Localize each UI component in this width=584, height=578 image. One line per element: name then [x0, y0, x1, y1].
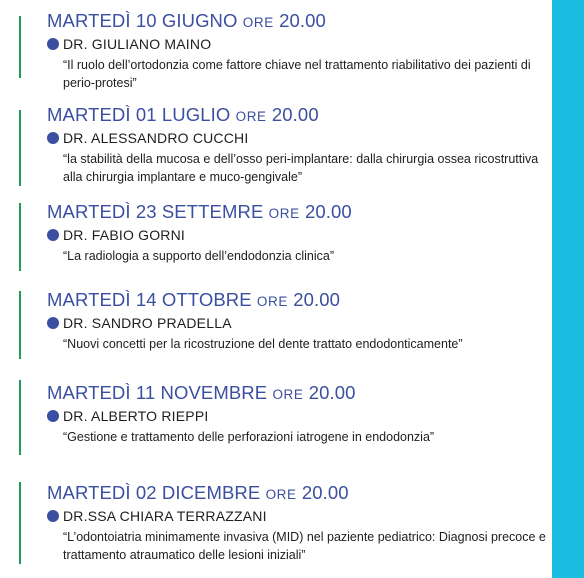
event-entry	[0, 104, 552, 189]
bullet-dot-icon	[47, 38, 59, 50]
speaker-line	[47, 408, 208, 425]
speaker-name: DR. ALESSANDRO CUCCHI	[63, 130, 249, 146]
green-rule	[19, 16, 21, 78]
green-rule	[19, 110, 21, 186]
event-date-line	[47, 382, 356, 406]
bullet-dot-icon	[47, 132, 59, 144]
talk-title: “Il ruolo dell’ortodonzia come fattore chiave nel trattamento riabilitativo dei pazienti di perio-protesi”	[63, 58, 531, 90]
speaker-line	[47, 227, 185, 244]
event-date-line	[47, 104, 319, 128]
ore-label: ORE	[268, 206, 300, 221]
event-date-line	[47, 482, 349, 506]
green-rule	[19, 482, 21, 564]
event-date-line	[47, 289, 340, 313]
event-date: MARTEDÌ 01 LUGLIO	[47, 104, 231, 125]
event-time: 20.00	[279, 10, 326, 31]
speaker-name: DR. GIULIANO MAINO	[63, 36, 212, 52]
speaker-name: DR.SSA CHIARA TERRAZZANI	[63, 508, 267, 524]
event-date: MARTEDÌ 11 NOVEMBRE	[47, 382, 268, 403]
bullet-dot-icon	[47, 510, 59, 522]
event-time: 20.00	[304, 201, 352, 222]
talk-title: “Nuovi concetti per la ricostruzione del dente trattato endodonticamente”	[63, 337, 463, 351]
bullet-dot-icon	[47, 317, 59, 329]
speaker-name: DR. SANDRO PRADELLA	[63, 315, 232, 331]
event-entry	[0, 10, 552, 95]
talk-title: “Gestione e trattamento delle perforazioni iatrogene in endodonzia”	[63, 430, 435, 444]
event-entry	[0, 289, 552, 359]
side-accent-band	[552, 0, 584, 578]
green-rule	[19, 291, 21, 359]
event-date: MARTEDÌ 02 DICEMBRE	[47, 482, 261, 503]
event-time: 20.00	[293, 289, 341, 310]
event-date-line	[47, 201, 352, 225]
ore-label: ORE	[235, 109, 267, 124]
event-time: 20.00	[271, 104, 319, 125]
talk-title: “la stabilità della mucosa e dell’osso peri-implantare: dalla chirurgia ossea ricostruttiva alla chirurgia implantare e muco-gengivale”	[63, 152, 539, 184]
green-rule	[19, 380, 21, 455]
event-time: 20.00	[301, 482, 349, 503]
event-entry	[0, 382, 552, 467]
event-date: MARTEDÌ 10 GIUGNO	[47, 10, 238, 31]
talk-title: “L’odontoiatria minimamente invasiva (MID) nel paziente pediatrico: Diagnosi precoce e trattamento atraumatico delle lesioni iniziali”	[63, 530, 546, 562]
speaker-line	[47, 130, 248, 147]
event-entry	[0, 482, 552, 574]
green-rule	[19, 203, 21, 271]
event-date: MARTEDÌ 14 OTTOBRE	[47, 289, 252, 310]
speaker-line	[47, 508, 267, 525]
event-entry	[0, 201, 552, 271]
bullet-dot-icon	[47, 229, 59, 241]
event-time: 20.00	[308, 382, 356, 403]
bullet-dot-icon	[47, 410, 59, 422]
ore-label: ORE	[242, 15, 274, 30]
speaker-name: DR. FABIO GORNI	[63, 227, 186, 243]
event-date: MARTEDÌ 23 SETTEMRE	[47, 201, 264, 222]
ore-label: ORE	[256, 294, 288, 309]
event-date-line	[47, 10, 326, 34]
talk-title: “La radiologia a supporto dell’endodonzia clinica”	[63, 249, 335, 263]
ore-label: ORE	[265, 487, 297, 502]
ore-label: ORE	[272, 387, 304, 402]
speaker-line	[47, 36, 211, 53]
speaker-name: DR. ALBERTO RIEPPI	[63, 408, 209, 424]
speaker-line	[47, 315, 232, 332]
